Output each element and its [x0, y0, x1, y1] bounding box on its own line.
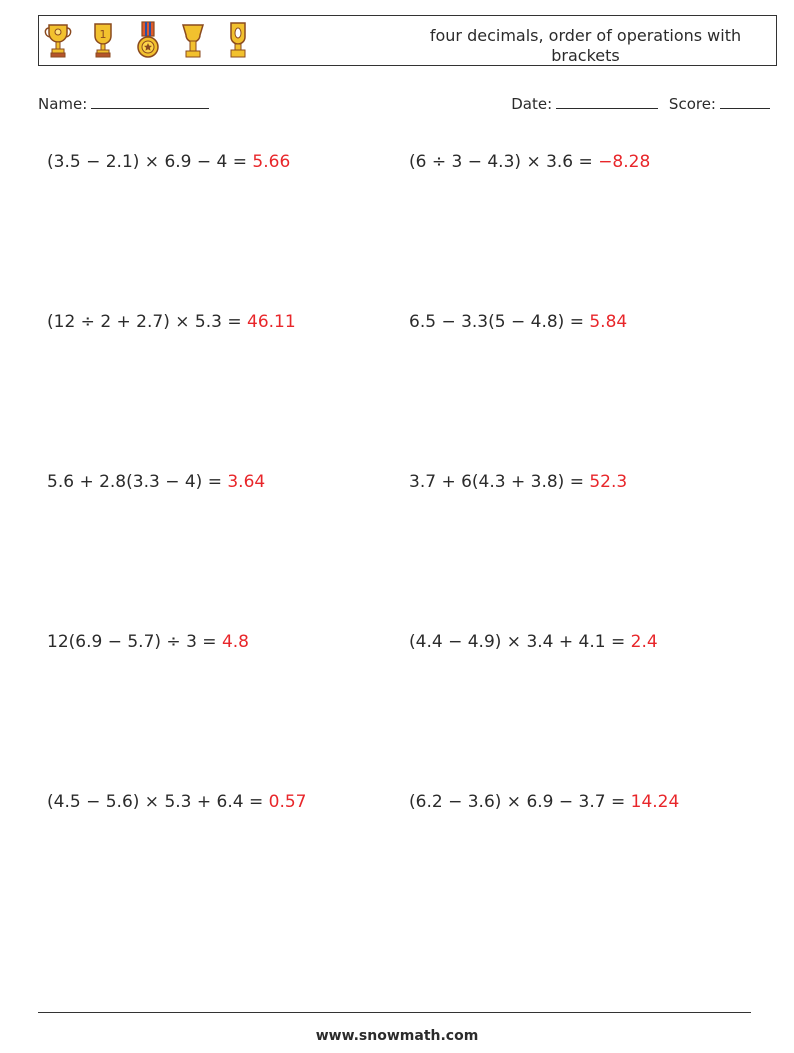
date-score-fields	[511, 93, 770, 114]
icon-strip	[43, 19, 268, 63]
problem-5	[47, 471, 265, 493]
problem-3	[47, 311, 296, 333]
problem-answer: 52.3	[589, 472, 628, 492]
problem-expression: (4.5 − 5.6) × 5.3 + 6.4 =	[47, 792, 269, 812]
problem-1	[47, 151, 290, 173]
problem-expression: (6 ÷ 3 − 4.3) × 3.6 =	[409, 152, 599, 172]
trophy-cup-icon	[178, 19, 208, 63]
problem-answer: 14.24	[630, 792, 680, 812]
problem-10	[409, 791, 679, 813]
date-label: Date:	[511, 95, 553, 113]
award-trophy-icon	[223, 19, 253, 63]
problem-expression: (4.4 − 4.9) × 3.4 + 4.1 =	[409, 632, 631, 652]
problem-expression: (3.5 − 2.1) × 6.9 − 4 =	[47, 152, 253, 172]
footer-divider	[38, 1012, 751, 1013]
medal-icon	[133, 19, 163, 63]
date-blank[interactable]	[556, 93, 658, 109]
problem-6	[409, 471, 627, 493]
name-label: Name:	[38, 95, 88, 113]
problem-8	[409, 631, 658, 653]
problem-answer: 46.11	[247, 312, 296, 332]
problem-answer: 0.57	[268, 792, 307, 812]
problem-9	[47, 791, 306, 813]
problem-answer: 3.64	[227, 472, 266, 492]
problem-expression: (6.2 − 3.6) × 6.9 − 3.7 =	[409, 792, 631, 812]
problem-4	[409, 311, 627, 333]
svg-text:1: 1	[99, 28, 107, 41]
name-blank[interactable]	[91, 93, 209, 109]
problem-answer: 2.4	[630, 632, 658, 652]
problem-2	[409, 151, 650, 173]
worksheet-header	[38, 15, 777, 66]
problem-answer: 5.84	[589, 312, 628, 332]
problem-expression: 12(6.9 − 5.7) ÷ 3 =	[47, 632, 222, 652]
problem-answer: −8.28	[598, 152, 651, 172]
problem-answer: 5.66	[252, 152, 291, 172]
trophy-icon	[43, 19, 73, 63]
footer-site: www.snowmath.com	[315, 1028, 479, 1044]
score-label: Score:	[668, 95, 716, 113]
problem-expression: 5.6 + 2.8(3.3 − 4) =	[47, 472, 228, 492]
first-place-trophy-icon	[88, 19, 118, 63]
name-field	[38, 93, 209, 114]
score-blank[interactable]	[720, 93, 770, 109]
worksheet-title: four decimals, order of operations with brackets	[429, 26, 742, 65]
problem-expression: (12 ÷ 2 + 2.7) × 5.3 =	[47, 312, 247, 332]
problem-expression: 6.5 − 3.3(5 − 4.8) =	[409, 312, 590, 332]
problem-7	[47, 631, 249, 653]
problem-answer: 4.8	[221, 632, 249, 652]
problem-expression: 3.7 + 6(4.3 + 3.8) =	[409, 472, 590, 492]
